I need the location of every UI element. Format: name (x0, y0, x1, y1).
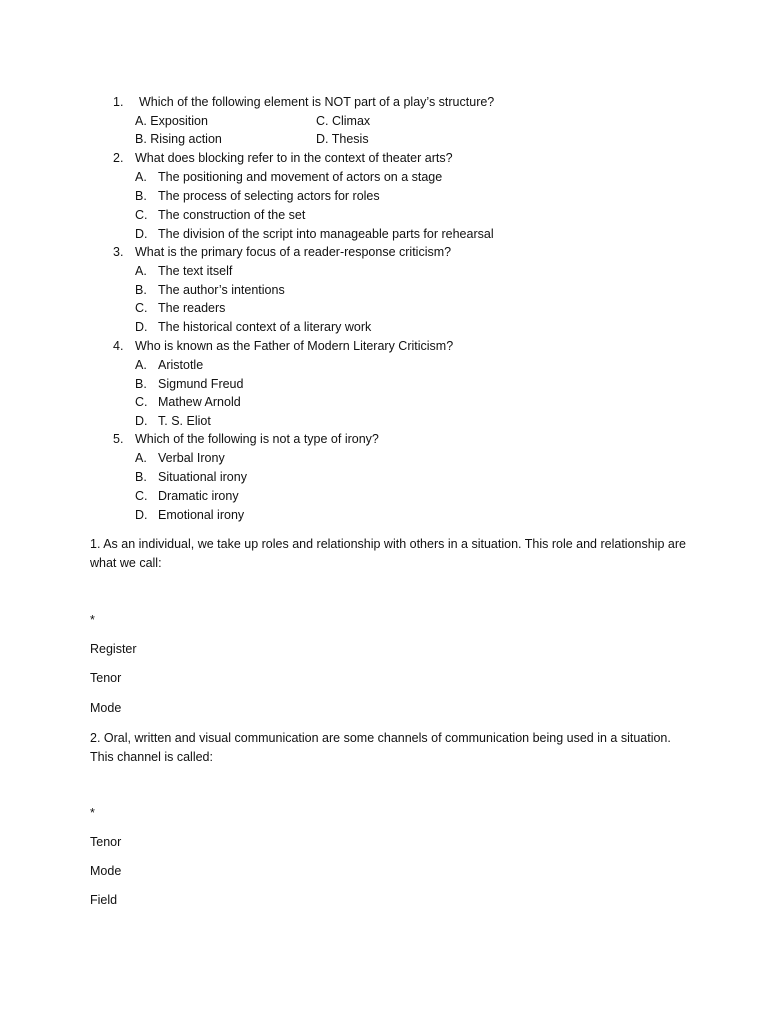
form-question-1-option[interactable]: Register (90, 642, 137, 656)
question-5-choice-letter: D. (135, 508, 148, 522)
question-1-text: Which of the following element is NOT part of a play’s structure? (139, 95, 495, 109)
question-1-choice-b: B. Rising action (135, 132, 222, 146)
question-5-choice-letter: A. (135, 451, 147, 465)
question-4-text: Who is known as the Father of Modern Literary Criticism? (135, 339, 454, 353)
question-4-choice-text: Mathew Arnold (158, 395, 241, 409)
required-mark: * (90, 613, 95, 627)
question-3-choice-text: The readers (158, 301, 226, 315)
question-4-choice-letter: C. (135, 395, 148, 409)
question-5-number: 5. (113, 432, 124, 446)
question-3-choice-letter: A. (135, 264, 147, 278)
question-5-choice-text: Emotional irony (158, 508, 245, 522)
form-question-1-option[interactable]: Tenor (90, 671, 122, 685)
question-2-choice-letter: A. (135, 170, 147, 184)
form-question-2-text: 2. Oral, written and visual communication are some channels of communication being used in a situation. This channel is called: (90, 731, 671, 764)
question-4-choice-text: Sigmund Freud (158, 377, 244, 391)
question-4-choice-letter: A. (135, 358, 147, 372)
form-question-1-text: 1. As an individual, we take up roles and relationship with others in a situation. This role and relationship are what we call: (90, 537, 686, 570)
question-4-choice-text: Aristotle (158, 358, 204, 372)
question-2-choice-letter: C. (135, 208, 148, 222)
question-2-number: 2. (113, 151, 124, 165)
question-5-choice-text: Situational irony (158, 470, 247, 484)
form-question-2-option[interactable]: Field (90, 893, 118, 907)
question-3-choice-letter: B. (135, 283, 147, 297)
question-1-choice-a: A. Exposition (135, 114, 208, 128)
question-3-choice-text: The author’s intentions (158, 283, 285, 297)
question-2-text: What does blocking refer to in the context of theater arts? (135, 151, 453, 165)
question-3-choice-text: The text itself (158, 264, 233, 278)
form-question-2-option[interactable]: Tenor (90, 835, 122, 849)
question-3-choice-letter: C. (135, 301, 148, 315)
form-question-1-option[interactable]: Mode (90, 701, 122, 715)
question-5-choice-letter: B. (135, 470, 147, 484)
question-2-choice-letter: D. (135, 227, 148, 241)
question-3-choice-text: The historical context of a literary work (158, 320, 372, 334)
question-4-choice-letter: B. (135, 377, 147, 391)
question-2-choice-letter: B. (135, 189, 147, 203)
question-1-number: 1. (113, 95, 124, 109)
question-3-number: 3. (113, 245, 124, 259)
required-mark: * (90, 806, 95, 820)
question-4-number: 4. (113, 339, 124, 353)
question-2-choice-text: The positioning and movement of actors on a stage (158, 170, 443, 184)
question-5-choice-letter: C. (135, 489, 148, 503)
question-5-choice-text: Verbal Irony (158, 451, 225, 465)
question-3-text: What is the primary focus of a reader-response criticism? (135, 245, 452, 259)
question-4-choice-text: T. S. Eliot (158, 414, 211, 428)
question-4-choice-letter: D. (135, 414, 148, 428)
question-1-choice-c: C. Climax (316, 114, 371, 128)
form-question-2-option[interactable]: Mode (90, 864, 122, 878)
question-1-choice-d: D. Thesis (316, 132, 369, 146)
question-2-choice-text: The process of selecting actors for roles (158, 189, 380, 203)
question-2-choice-text: The division of the script into manageable parts for rehearsal (158, 227, 494, 241)
question-5-text: Which of the following is not a type of irony? (135, 432, 379, 446)
question-3-choice-letter: D. (135, 320, 148, 334)
question-5-choice-text: Dramatic irony (158, 489, 239, 503)
question-2-choice-text: The construction of the set (158, 208, 306, 222)
